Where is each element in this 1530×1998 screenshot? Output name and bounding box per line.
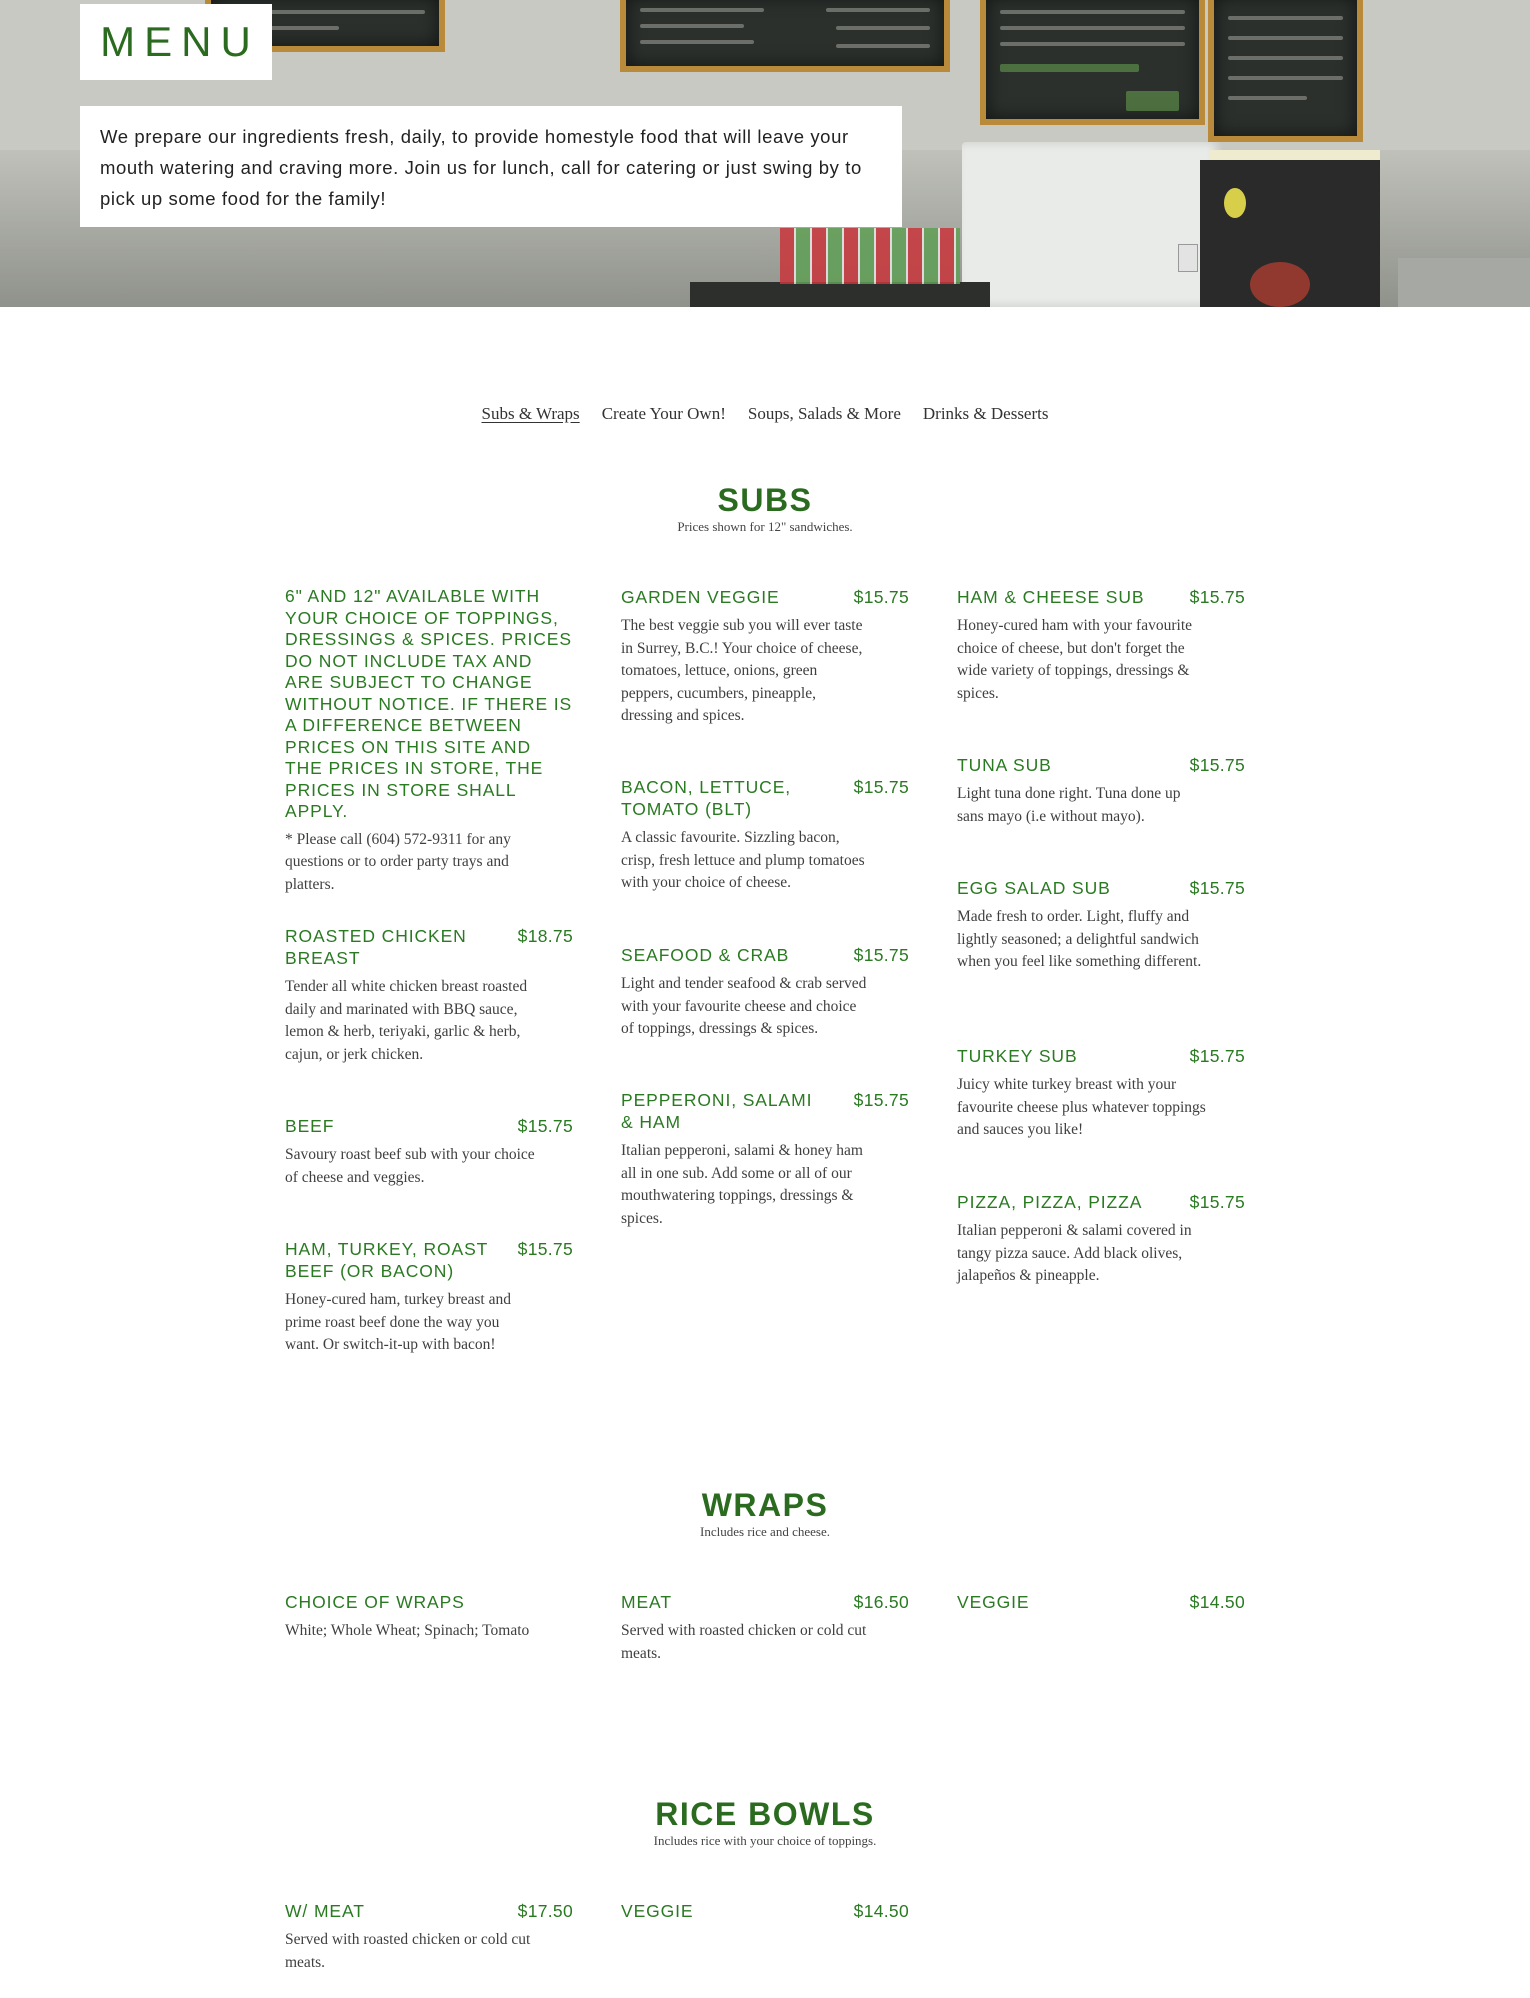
menu-item-name: GARDEN VEGGIE [621,587,780,607]
menu-item-price: $15.75 [1189,878,1245,898]
menu-item-description: Italian pepperoni, salami & honey ham all in one sub. Add some or all of our mouthwatering toppings, dressings & spices. [621,1142,863,1227]
menu-title-box [80,4,272,80]
hero-photo-neon [1250,262,1310,307]
intro-box [80,106,902,227]
wraps-title: WRAPS [701,1487,829,1523]
menu-item-name: VEGGIE [957,1592,1030,1612]
menu-item-price: $15.75 [1189,587,1245,607]
menu-item-price: $16.50 [853,1592,909,1612]
menu-item-name: MEAT [621,1592,672,1612]
subs-notice [285,586,573,896]
menu-item-name: HAM & CHEESE SUB [957,587,1145,607]
menu-item-description: The best veggie sub you will ever taste in Surrey, B.C.! Your choice of cheese, tomatoes, lettuce, onions, green peppers, cucumbers, pineapple, dressing and spices. [621,617,863,724]
menu-item-name: ROASTED CHICKEN BREAST [285,926,467,968]
hero-photo-lemon [1224,188,1246,218]
menu-item [285,1238,573,1357]
menu-item-price: $15.75 [1189,1046,1245,1066]
menu-item-name: PIZZA, PIZZA, PIZZA [957,1192,1143,1212]
menu-item [285,1591,573,1643]
menu-item-name: TUNA SUB [957,755,1052,775]
menu-category-nav [0,404,1530,424]
nav-subs-wraps[interactable]: Subs & Wraps [481,404,580,423]
menu-item-price: $18.75 [517,926,573,946]
hero-chalkboard [620,0,950,72]
menu-item-name: W/ MEAT [285,1901,365,1921]
menu-item-price: $15.75 [853,945,909,965]
nav-soups-salads[interactable]: Soups, Salads & More [747,404,901,423]
menu-item [285,925,573,1066]
hero-banner [0,0,1530,307]
menu-item-description: Honey-cured ham, turkey breast and prime roast beef done the way you want. Or switch-it-up with bacon! [285,1291,511,1353]
menu-item-description: Tender all white chicken breast roasted daily and marinated with BBQ sauce, lemon & herb, teriyaki, garlic & herb, cajun, or jerk chicken. [285,978,528,1063]
menu-item [957,586,1245,705]
menu-item [621,1591,909,1665]
menu-item-description: Made fresh to order. Light, fluffy and lightly seasoned; a delightful sandwich when you feel like something different. [957,908,1202,970]
menu-item [957,1591,1245,1613]
page-title: MENU [100,18,260,65]
menu-item-name: TURKEY SUB [957,1046,1078,1066]
menu-item-price: $15.75 [853,587,909,607]
hero-photo-shelf [690,282,990,307]
hero-photo-cans [780,228,960,284]
hero-photo-wall-strip [1398,258,1530,307]
intro-text: We prepare our ingredients fresh, daily, to provide homestyle food that will leave your mouth watering and craving more. Join us for lunch, call for catering or just swing by to pick up some food for the family! [100,126,862,209]
menu-item-price: $14.50 [1189,1592,1245,1612]
menu-item-description: Italian pepperoni & salami covered in tangy pizza sauce. Add black olives, jalapeños & pineapple. [957,1222,1192,1284]
subs-section-header [0,481,1530,535]
menu-item-name: SEAFOOD & CRAB [621,945,790,965]
menu-item-description: Served with roasted chicken or cold cut meats. [621,1622,867,1662]
menu-item-price: $15.75 [853,777,909,797]
subs-title: SUBS [717,482,813,518]
menu-item-description: Honey-cured ham with your favourite choice of cheese, but don't forget the wide variety of toppings, dressings & spices. [957,617,1193,702]
menu-item [621,944,909,1041]
nav-drinks-desserts[interactable]: Drinks & Desserts [922,404,1049,423]
menu-item [285,1115,573,1189]
nav-create-your-own[interactable]: Create Your Own! [601,404,726,423]
menu-item [957,877,1245,974]
menu-item [957,1191,1245,1288]
menu-item [621,1089,909,1230]
menu-item-price: $17.50 [517,1901,573,1921]
subs-subtitle: Prices shown for 12" sandwiches. [677,519,853,534]
menu-item-description: Served with roasted chicken or cold cut meats. [285,1931,531,1971]
menu-item [621,1900,909,1922]
hero-chalkboard [980,0,1205,125]
menu-item-name: CHOICE OF WRAPS [285,1592,465,1612]
menu-item [285,1900,573,1974]
menu-item [621,776,909,895]
menu-item-name: EGG SALAD SUB [957,878,1111,898]
hero-photo-fridge [962,142,1222,307]
menu-item-price: $14.50 [853,1901,909,1921]
wraps-subtitle: Includes rice and cheese. [700,1524,830,1539]
menu-item-description: Savoury roast beef sub with your choice of cheese and veggies. [285,1146,535,1186]
menu-item-name: PEPPERONI, SALAMI & HAM [621,1090,813,1132]
menu-item-price: $15.75 [1189,1192,1245,1212]
menu-item [957,754,1245,828]
hero-photo-poster [1178,244,1198,272]
rice-bowls-section-header [0,1795,1530,1849]
menu-item-description: Light tuna done right. Tuna done up sans mayo (i.e without mayo). [957,785,1181,825]
rice-bowls-subtitle: Includes rice with your choice of toppings. [653,1833,877,1848]
menu-item [957,1045,1245,1142]
menu-item-price: $15.75 [853,1090,909,1110]
menu-item-description: A classic favourite. Sizzling bacon, crisp, fresh lettuce and plump tomatoes with your choice of cheese. [621,829,865,891]
menu-item-description: Light and tender seafood & crab served with your favourite cheese and choice of toppings, dressings & spices. [621,975,867,1037]
menu-item-price: $15.75 [517,1116,573,1136]
rice-bowls-title: RICE BOWLS [655,1796,875,1832]
menu-item-description: White; Whole Wheat; Spinach; Tomato [285,1622,530,1639]
menu-item-name: HAM, TURKEY, ROAST BEEF (OR BACON) [285,1239,488,1281]
menu-item-price: $15.75 [517,1239,573,1259]
menu-item [621,586,909,728]
subs-notice-text: * Please call (604) 572-9311 for any questions or to order party trays and platters. [285,830,511,893]
wraps-section-header [0,1486,1530,1540]
hero-chalkboard [1208,0,1363,142]
menu-item-name: BACON, LETTUCE, TOMATO (BLT) [621,777,792,819]
menu-item-name: BEEF [285,1116,335,1136]
subs-notice-heading: 6" AND 12" AVAILABLE WITH YOUR CHOICE OF TOPPINGS, DRESSINGS & SPICES. PRICES DO NOT INCLUDE TAX AND ARE SUBJECT TO CHANGE WITHOUT NOTICE. IF THERE IS A DIFFERENCE BETWEEN PRICES ON THIS SITE AND THE PRICES IN STORE, THE PRICES IN STORE SHALL APPLY. [285,586,573,821]
menu-item-description: Juicy white turkey breast with your favourite cheese plus whatever toppings and sauces you like! [957,1076,1206,1138]
menu-item-price: $15.75 [1189,755,1245,775]
menu-item-name: VEGGIE [621,1901,694,1921]
